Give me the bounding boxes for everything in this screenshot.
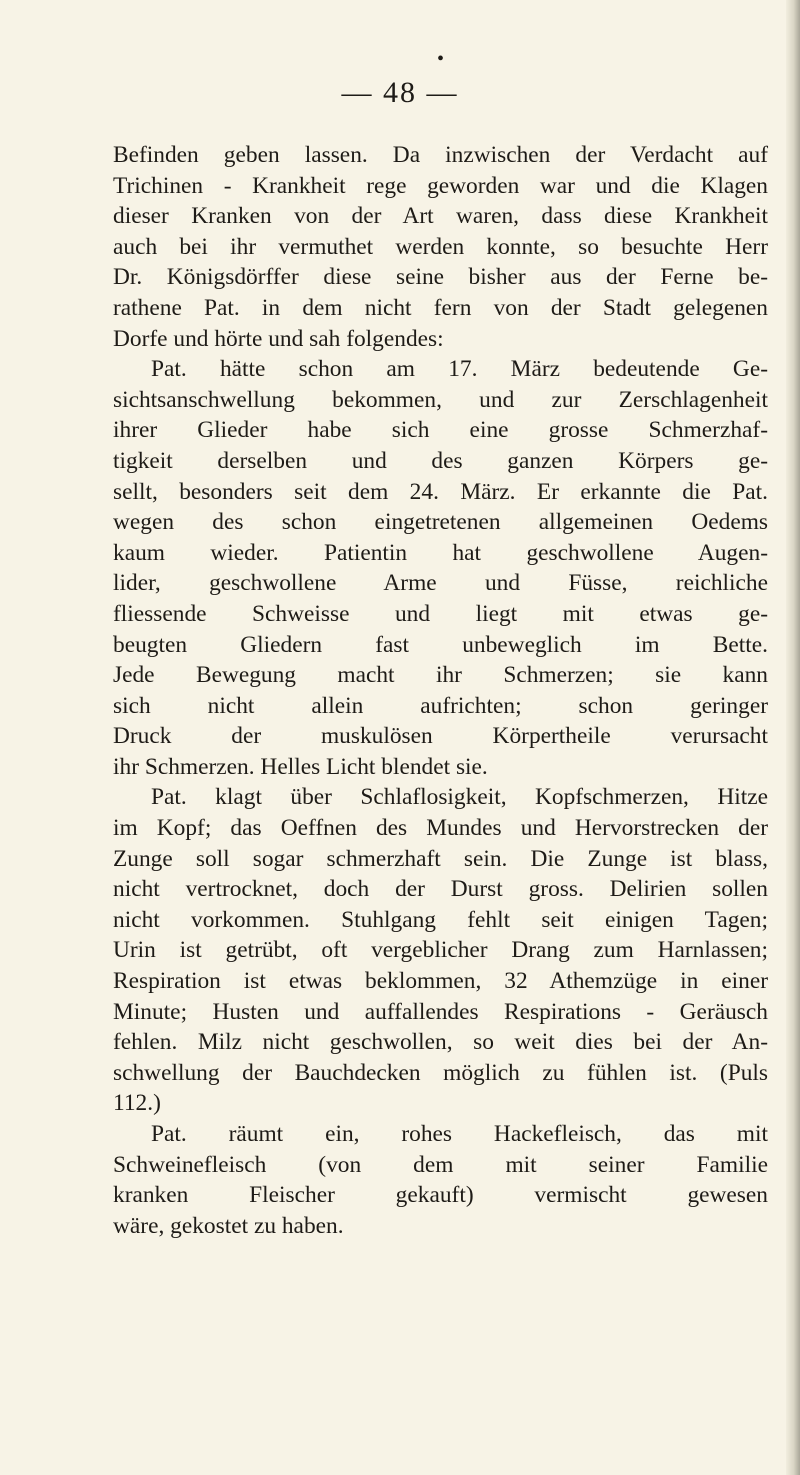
text-line: lider, geschwollene Arme und Füsse, reichliche: [113, 570, 768, 597]
text-line: ihrer Glieder habe sich eine grosse Schmerzhaf-: [113, 417, 768, 444]
text-line: Schweinefleisch (von dem mit seiner Familie: [113, 1151, 768, 1178]
text-line: 112.): [113, 1090, 161, 1117]
text-line: Pat. räumt ein, rohes Hackefleisch, das mit: [151, 1121, 768, 1147]
text-line: sichtsanschwellung bekommen, und zur Zerschlagenheit: [113, 386, 768, 413]
text-line: Minute; Husten und auffallendes Respirations - Geräusch: [113, 998, 768, 1025]
ink-dot: •: [437, 48, 445, 70]
body-text: [113, 140, 768, 1241]
text-line: nicht vorkommen. Stuhlgang fehlt seit einigen Tagen;: [113, 906, 768, 933]
text-line: Pat. klagt über Schlaflosigkeit, Kopfschmerzen, Hitze: [151, 784, 768, 811]
text-line: sellt, besonders seit dem 24. März. Er erkannte die Pat.: [113, 478, 768, 505]
text-line: fliessende Schweisse und liegt mit etwas ge-: [113, 600, 768, 627]
text-line: wegen des schon eingetretenen allgemeinen Oedems: [113, 509, 768, 536]
text-line: im Kopf; das Oeffnen des Mundes und Hervorstrecken der: [113, 815, 768, 842]
text-line: ihr Schmerzen. Helles Licht blendet sie.: [113, 753, 488, 780]
text-line: rathene Pat. in dem nicht fern von der Stadt gelegenen: [113, 294, 768, 321]
text-line: Druck der muskulösen Körpertheile verursacht: [113, 723, 768, 750]
text-line: Dorfe und hörte und sah folgendes:: [113, 325, 444, 352]
text-line: Trichinen - Krankheit rege geworden war und die Klagen: [113, 172, 768, 199]
text-line: schwellung der Bauchdecken möglich zu fühlen ist. (Puls: [113, 1059, 768, 1086]
text-line: Befinden geben lassen. Da inzwischen der Verdacht auf: [113, 142, 768, 168]
text-line: nicht vertrocknet, doch der Durst gross. Delirien sollen: [113, 876, 768, 903]
text-line: Respiration ist etwas beklommen, 32 Athemzüge in einer: [113, 968, 768, 995]
text-line: wäre, gekostet zu haben.: [113, 1212, 344, 1239]
text-line: kaum wieder. Patientin hat geschwollene Augen-: [113, 539, 768, 566]
text-line: Jede Bewegung macht ihr Schmerzen; sie kann: [113, 662, 768, 689]
text-line: Dr. Königsdörffer diese seine bisher aus der Ferne be-: [113, 264, 768, 291]
text-line: dieser Kranken von der Art waren, dass diese Krankheit: [113, 203, 768, 230]
text-line: tigkeit derselben und des ganzen Körpers ge-: [113, 447, 768, 474]
text-line: Zunge soll sogar schmerzhaft sein. Die Zunge ist blass,: [113, 845, 768, 872]
text-line: Urin ist getrübt, oft vergeblicher Drang zum Harnlassen;: [113, 937, 768, 964]
text-line: fehlen. Milz nicht geschwollen, so weit dies bei der An-: [113, 1029, 768, 1056]
text-line: auch bei ihr vermuthet werden konnte, so besuchte Herr: [113, 233, 768, 260]
page-edge-shadow: [786, 0, 800, 1475]
text-line: Pat. hätte schon am 17. März bedeutende Ge-: [151, 356, 768, 383]
text-line: kranken Fleischer gekauft) vermischt gewesen: [113, 1182, 768, 1209]
text-line: beugten Gliedern fast unbeweglich im Bette.: [113, 631, 768, 658]
text-line: sich nicht allein aufrichten; schon geringer: [113, 692, 768, 719]
page-number: — 48 —: [341, 76, 459, 109]
